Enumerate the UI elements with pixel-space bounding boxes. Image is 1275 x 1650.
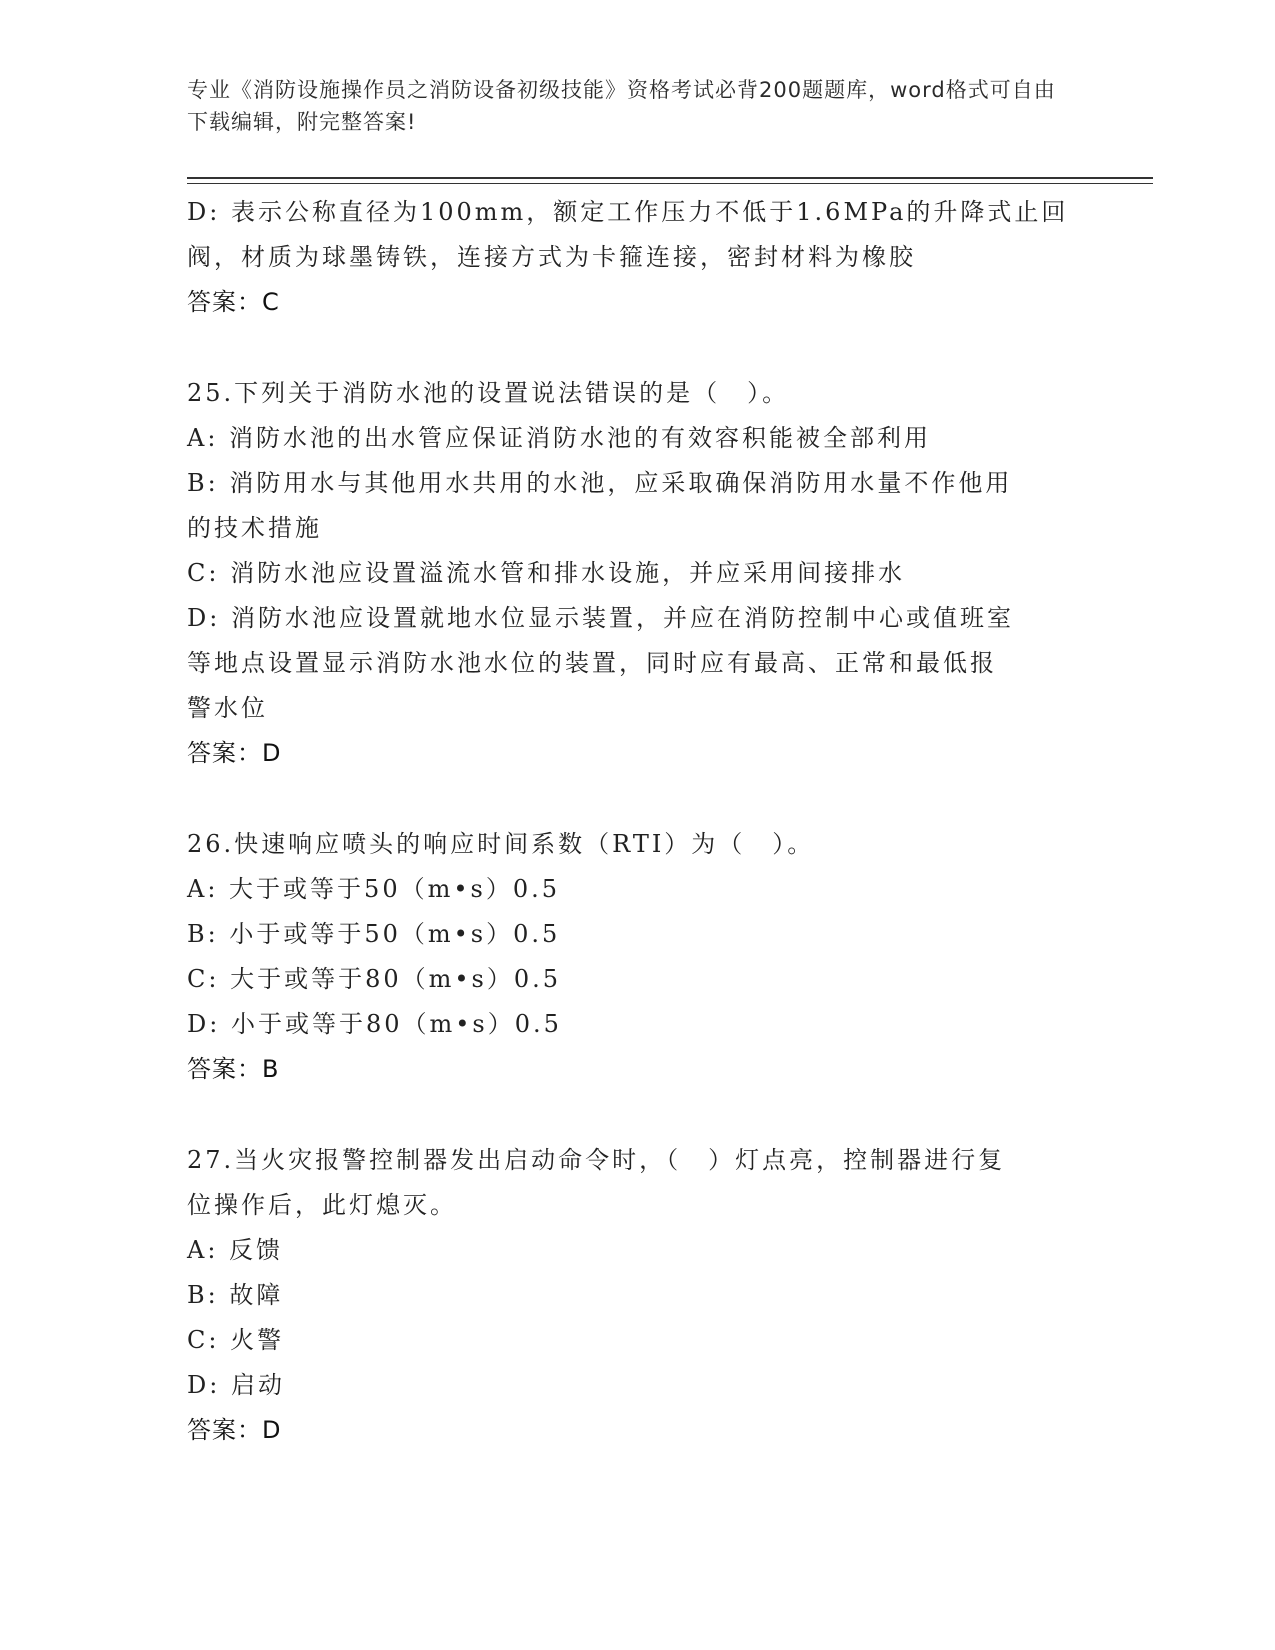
question-25 (187, 371, 1087, 776)
option-c: C: 大于或等于80（m•s）0.5 (187, 965, 562, 993)
question-stem: 27.当火灾报警控制器发出启动命令时，（ ）灯点亮，控制器进行复 (187, 1146, 1006, 1174)
header-divider-thick (187, 177, 1153, 179)
option-a: A: 大于或等于50（m•s）0.5 (187, 875, 560, 903)
question-content (187, 190, 1087, 1453)
option-a: A: 消防水池的出水管应保证消防水池的有效容积能被全部利用 (187, 424, 932, 452)
question-stem-continued: 位操作后，此灯熄灭。 (187, 1191, 457, 1219)
spacer (187, 776, 1087, 822)
option-a: A: 反馈 (187, 1236, 284, 1264)
option-d: D: 小于或等于80（m•s）0.5 (187, 1010, 562, 1038)
option-d: D: 启动 (187, 1371, 285, 1399)
answer-line: 答案：B (187, 1055, 280, 1083)
page-header-title: 专业《消防设施操作员之消防设备初级技能》资格考试必背200题题库，word格式可自由下载编辑，附完整答案! (187, 78, 1056, 134)
question-stem: 25.下列关于消防水池的设置说法错误的是（ ）。 (187, 379, 790, 407)
question-stem: 26.快速响应喷头的响应时间系数（RTI）为（ ）。 (187, 830, 815, 858)
header-divider-thin (187, 183, 1153, 184)
answer-line: 答案：C (187, 288, 280, 316)
question-27 (187, 1138, 1087, 1453)
answer-line: 答案：D (187, 1416, 282, 1444)
option-b: B: 故障 (187, 1281, 284, 1309)
answer-line: 答案：D (187, 739, 282, 767)
spacer (187, 325, 1087, 371)
option-d-continued: 等地点设置显示消防水池水位的装置，同时应有最高、正常和最低报 (187, 649, 997, 677)
option-d: D: 消防水池应设置就地水位显示装置，并应在消防控制中心或值班室 (187, 604, 1014, 632)
option-d-line: D: 表示公称直径为100mm，额定工作压力不低于1.6MPa的升降式止回 (187, 198, 1069, 226)
option-b-continued: 的技术措施 (187, 514, 322, 542)
spacer (187, 1092, 1087, 1138)
option-d-line: 阀，材质为球墨铸铁，连接方式为卡箍连接，密封材料为橡胶 (187, 243, 916, 271)
question-26 (187, 822, 1087, 1092)
option-b: B: 小于或等于50（m•s）0.5 (187, 920, 561, 948)
option-d-continued: 警水位 (187, 694, 268, 722)
option-c: C: 火警 (187, 1326, 285, 1354)
option-c: C: 消防水池应设置溢流水管和排水设施，并应采用间接排水 (187, 559, 906, 587)
option-b: B: 消防用水与其他用水共用的水池，应采取确保消防用水量不作他用 (187, 469, 1013, 497)
prev-question-block (187, 190, 1087, 325)
